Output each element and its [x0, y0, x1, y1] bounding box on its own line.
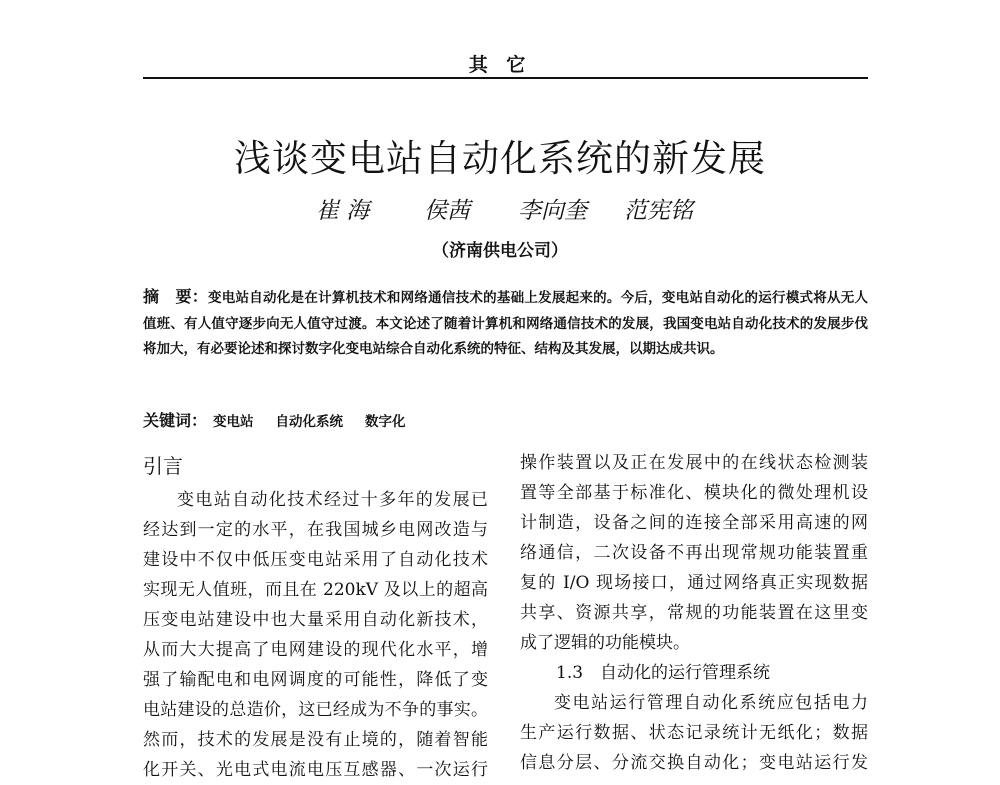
keywords-label: 关键词：: [143, 411, 208, 430]
left-column-body: [143, 485, 488, 780]
body-line: 强了输配电和电网调度的可能性，降低了变: [143, 670, 488, 690]
body-line: 然而，技术的发展是没有止境的，随着智能: [143, 730, 488, 750]
body-line: 成了逻辑的功能模块。: [520, 633, 690, 653]
body-line: 生产运行数据、状态记录统计无纸化；数据: [520, 723, 868, 743]
body-line: 从而大大提高了电网建设的现代化水平，增: [143, 640, 488, 660]
body-line: 络通信，二次设备不再出现常规功能装置重: [520, 543, 868, 563]
body-line: 计制造，设备之间的连接全部采用高速的网: [520, 513, 868, 533]
body-line: 实现无人值班，而且在 220kV 及以上的超高: [143, 580, 488, 600]
header-divider: [143, 77, 868, 79]
body-line: 化开关、光电式电流电压互感器、一次运行: [143, 760, 488, 780]
body-line: 共享、资源共享，常规的功能装置在这里变: [520, 603, 868, 623]
subsection-heading: 1.3 自动化的运行管理系统: [556, 663, 771, 683]
author-list: [316, 192, 776, 222]
body-line: 压变电站建设中也大量采用自动化新技术，: [143, 610, 488, 630]
keyword-item: 变电站: [213, 414, 254, 430]
author-2: 侯茜: [424, 198, 470, 224]
body-line: 经达到一定的水平，在我国城乡电网改造与: [143, 520, 488, 540]
body-line: 信息分层、分流交换自动化；变电站运行发: [520, 753, 868, 773]
abstract-label: 摘 要：: [143, 287, 209, 306]
body-line: 操作装置以及正在发展中的在线状态检测装: [520, 453, 868, 473]
right-column-body: [520, 448, 868, 773]
abstract-text: 变电站自动化是在计算机技术和网络通信技术的基础上发展起来的。今后，变电站自动化的运行模式将从无人值班、有人值守逐步向无人值守过渡。本文论述了随着计算机和网络通信技术的发展，我国变电站自动化技术的发展步伐将加大，有必要论述和探讨数字化变电站综合自动化系统的特征、结构及其发展，以期达成共识。: [143, 290, 868, 357]
keywords: [143, 408, 868, 431]
body-line: 复的 I/O 现场接口，通过网络真正实现数据: [520, 573, 868, 593]
author-4: 范宪铭: [624, 198, 693, 224]
section-heading-introduction: 引言: [143, 454, 183, 478]
author-3: 李向奎: [518, 198, 587, 224]
body-line: 电站建设的总造价，这已经成为不争的事实。: [143, 700, 488, 720]
keyword-item: 数字化: [365, 414, 406, 430]
keyword-item: 自动化系统: [275, 414, 344, 430]
body-line: 建设中不仅中低压变电站采用了自动化技术: [143, 550, 488, 570]
abstract: [143, 284, 868, 363]
body-line: 变电站自动化技术经过十多年的发展已: [177, 490, 488, 510]
body-line: 变电站运行管理自动化系统应包括电力: [554, 693, 868, 713]
paper-title: 浅谈变电站自动化系统的新发展: [234, 137, 766, 180]
journal-section-label: 其 它: [468, 54, 532, 76]
affiliation: （济南供电公司）: [432, 241, 568, 261]
author-1: 崔 海: [316, 198, 370, 224]
body-line: 置等全部基于标准化、模块化的微处理机设: [520, 483, 868, 503]
